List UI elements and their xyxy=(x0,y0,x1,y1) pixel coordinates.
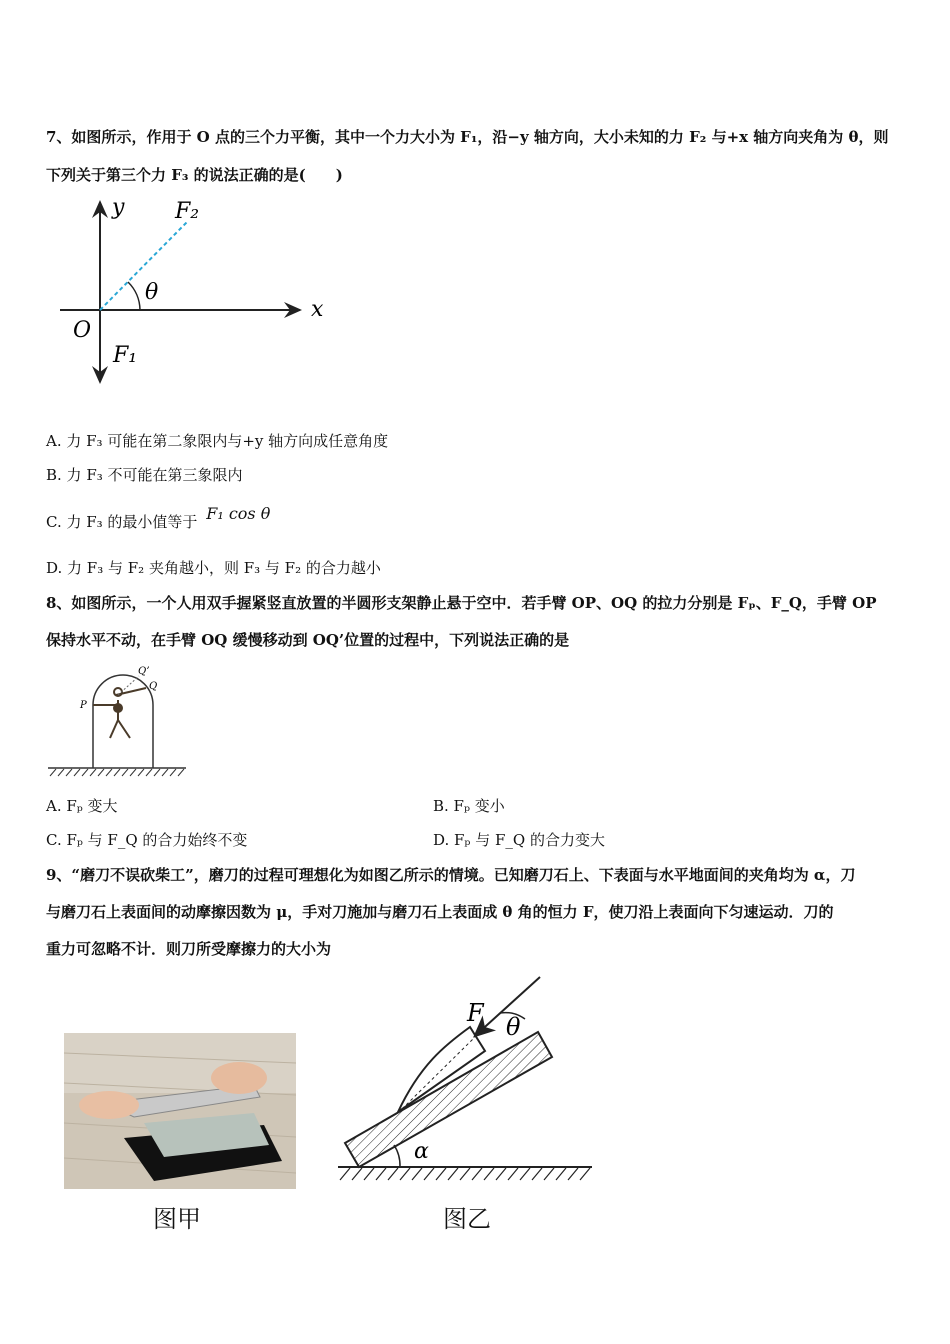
q8-stem-line1: 8、如图所示，一个人用双手握紧竖直放置的半圆形支架静止悬于空中．若手臂 OP、OQ 的拉力分别是 Fₚ、F_Q，手臂 OP xyxy=(46,594,877,612)
f2-vector xyxy=(100,222,187,310)
q7-option-c xyxy=(46,504,271,532)
theta-label: θ xyxy=(145,280,159,305)
q9-sharpening-photo xyxy=(64,1033,296,1189)
q8-option-b: B. Fₚ 变小 xyxy=(433,797,505,815)
q8-option-d: D. Fₚ 与 F_Q 的合力变大 xyxy=(433,831,605,849)
q7-option-a: A. 力 F₃ 可能在第二象限内与+y 轴方向成任意角度 xyxy=(46,432,389,450)
q7-option-c-formula: F₁ cos θ xyxy=(206,504,271,523)
q7-stem-line1: 7、如图所示，作用于 O 点的三个力平衡，其中一个力大小为 F₁，沿−y 轴方向，大小未知的力 F₂ 与+x 轴方向夹角为 θ，则 xyxy=(46,128,889,146)
f2-label: F₂ xyxy=(175,199,200,224)
alpha-arc xyxy=(394,1145,400,1167)
q7-force-diagram xyxy=(55,192,345,392)
theta-arc xyxy=(128,282,140,310)
y-axis-label: y xyxy=(112,195,125,220)
origin-label: O xyxy=(73,318,92,343)
force-label: F xyxy=(467,999,484,1027)
q8-stem-line2: 保持水平不动，在手臂 OQ 缓慢移动到 OQ’位置的过程中，下列说法正确的是 xyxy=(46,631,570,649)
q7-option-c-text: C. 力 F₃ 的最小值等于 xyxy=(46,513,198,531)
figure-a-caption: 图甲 xyxy=(153,1205,201,1233)
p-label: P xyxy=(80,700,87,711)
q7-stem-line2: 下列关于第三个力 F₃ 的说法正确的是( ) xyxy=(46,166,343,184)
person-figure xyxy=(93,688,146,738)
figure-b-caption: 图乙 xyxy=(443,1205,491,1233)
q9-stem-line1: 9、“磨刀不误砍柴工”，磨刀的过程可理想化为如图乙所示的情境。已知磨刀石上、下表面与水平地面间的夹角均为 α，刀 xyxy=(46,866,856,884)
q7-option-d: D. 力 F₃ 与 F₂ 夹角越小，则 F₃ 与 F₂ 的合力越小 xyxy=(46,559,381,577)
theta-label: θ xyxy=(506,1013,521,1041)
q9-stem-line3: 重力可忽略不计．则刀所受摩擦力的大小为 xyxy=(46,940,332,958)
hand-left xyxy=(79,1091,139,1119)
q9-knife-diagram xyxy=(330,975,600,1190)
q8-support-diagram xyxy=(46,660,186,778)
hand-right xyxy=(211,1062,267,1094)
q-prime-label: Q’ xyxy=(138,666,150,677)
alpha-label: α xyxy=(414,1139,429,1164)
q8-option-c: C. Fₚ 与 F_Q 的合力始终不变 xyxy=(46,831,248,849)
q8-option-a: A. Fₚ 变大 xyxy=(46,797,118,815)
f1-label: F₁ xyxy=(113,343,138,368)
q-label: Q xyxy=(149,681,158,692)
q7-option-b: B. 力 F₃ 不可能在第三象限内 xyxy=(46,466,243,484)
q9-stem-line2: 与磨刀石上表面间的动摩擦因数为 μ，手对刀施加与磨刀石上表面成 θ 角的恒力 F，使刀沿上表面向下匀速运动．刀的 xyxy=(46,903,834,921)
x-axis-label: x xyxy=(311,297,324,322)
